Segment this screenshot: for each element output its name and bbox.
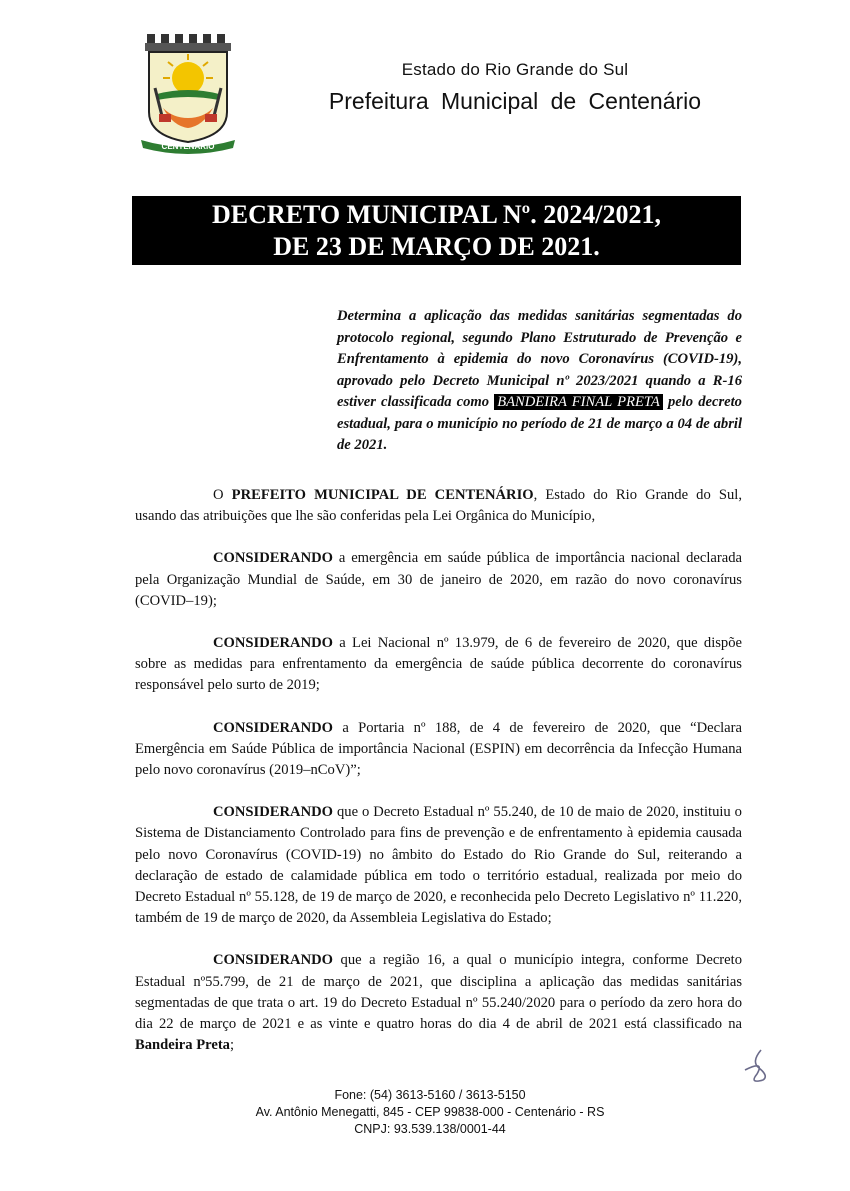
footer [200, 1087, 660, 1138]
decree-title [132, 196, 741, 265]
considering-text: que o Decreto Estadual nº 55.240, de 10 de maio de 2020, instituiu o Sistema de Distanciamento Controlado para fins de prevenção e de enfrentamento à epidemia causada pelo novo Coronavírus (COVID-19) no âmbito do Estado do Rio Grande do Sul, reiterando a declaração de estado de calamidade pública em todo o território estadual, realizada por meio do Decreto Estadual nº 55.128, de 19 de março de 2020, e reconhecida pelo Decreto Legislativo nº 11.220, também de 19 de março de 2020, da Assembleia Legislativa do Estado; [135, 804, 742, 927]
decree-title-line2: DE 23 DE MARÇO DE 2021. [273, 232, 600, 261]
considering-paragraph-3 [135, 718, 742, 782]
considering-paragraph-4 [135, 802, 742, 929]
considering-paragraph-5 [135, 950, 742, 1056]
considering-text: que a região 16, a qual o município integra, conforme Decreto Estadual nº55.799, de 21 de março de 2021, que disciplina a aplicação das medidas sanitárias segmentadas de que trata o art. 19 do Decreto Estadual nº 55.240/2020 para o período da zero hora do dia 22 de março de 2021 e as vinte e quatro horas do dia 4 de abril de 2021 está classificado na [135, 952, 742, 1033]
considering-paragraph-1 [135, 548, 742, 612]
considering-label: CONSIDERANDO [213, 804, 334, 821]
intro-paragraph [135, 485, 742, 527]
intro-pre: O [213, 487, 224, 503]
state-name: Estado do Rio Grande do Sul [401, 60, 629, 79]
considering-paragraph-2 [135, 633, 742, 697]
considering-text: a Lei Nacional nº 13.979, de 6 de fevereiro de 2020, que dispõe sobre as medidas para enfrentamento da emergência de saúde pública decorrente do coronavírus responsável pelo surto de 2019; [135, 635, 742, 694]
decree-title-line1: DECRETO MUNICIPAL Nº. 2024/2021, [212, 200, 661, 229]
footer-address: Av. Antônio Menegatti, 845 - CEP 99838-000 - Centenário - RS [255, 1105, 605, 1119]
considering-text: a emergência em saúde pública de importância nacional declarada pela Organização Mundial de Saúde, em 30 de janeiro de 2020, em razão do novo coronavírus (COVID–19); [135, 550, 742, 609]
handwritten-initials [735, 1040, 775, 1090]
city-hall-name: Prefeitura Municipal de Centenário [328, 88, 702, 114]
summary-text-end: pelo decreto estadual, para o município no período de 21 de março a 04 de abril de 2021. [337, 394, 742, 453]
footer-cnpj: CNPJ: 93.539.138/0001-44 [354, 1122, 506, 1136]
intro-bold: PREFEITO MUNICIPAL DE CENTENÁRIO [231, 487, 534, 503]
decree-body [135, 485, 742, 1077]
intro-post: , Estado do Rio Grande do Sul, usando das atribuições que lhe são conferidas pela Lei Orgânica do Município, [135, 487, 742, 525]
organization-header [300, 60, 730, 115]
considering-label: CONSIDERANDO [213, 719, 334, 736]
footer-phone: Fone: (54) 3613-5160 / 3613-5150 [334, 1088, 526, 1102]
considering-label: CONSIDERANDO [213, 952, 334, 969]
municipal-crest-logo [133, 28, 243, 156]
considering-label: CONSIDERANDO [213, 635, 334, 652]
considering-text: a Portaria nº 188, de 4 de fevereiro de 2020, que “Declara Emergência em Saúde Pública de importância Nacional (ESPIN) em decorrência da Infecção Humana pelo novo coronavírus (2019–nCoV)”; [135, 719, 742, 779]
decree-summary [337, 306, 742, 457]
black-flag-bold: Bandeira Preta [135, 1037, 230, 1054]
flag-highlight: BANDEIRA FINAL PRETA [494, 394, 663, 410]
considering-end: ; [229, 1037, 235, 1054]
considering-label: CONSIDERANDO [213, 550, 334, 567]
summary-text: Determina a aplicação das medidas sanitárias segmentadas do protocolo regional, segundo Plano Estruturado de Prevenção e Enfrentamento à epidemia do novo Coronavírus (COVID-19), aprovado pelo Decreto Municipal nº 2023/2021 quando a R-16 estiver classificada como [337, 308, 742, 410]
crest-banner-text: CENTENÁRIO [161, 142, 215, 151]
